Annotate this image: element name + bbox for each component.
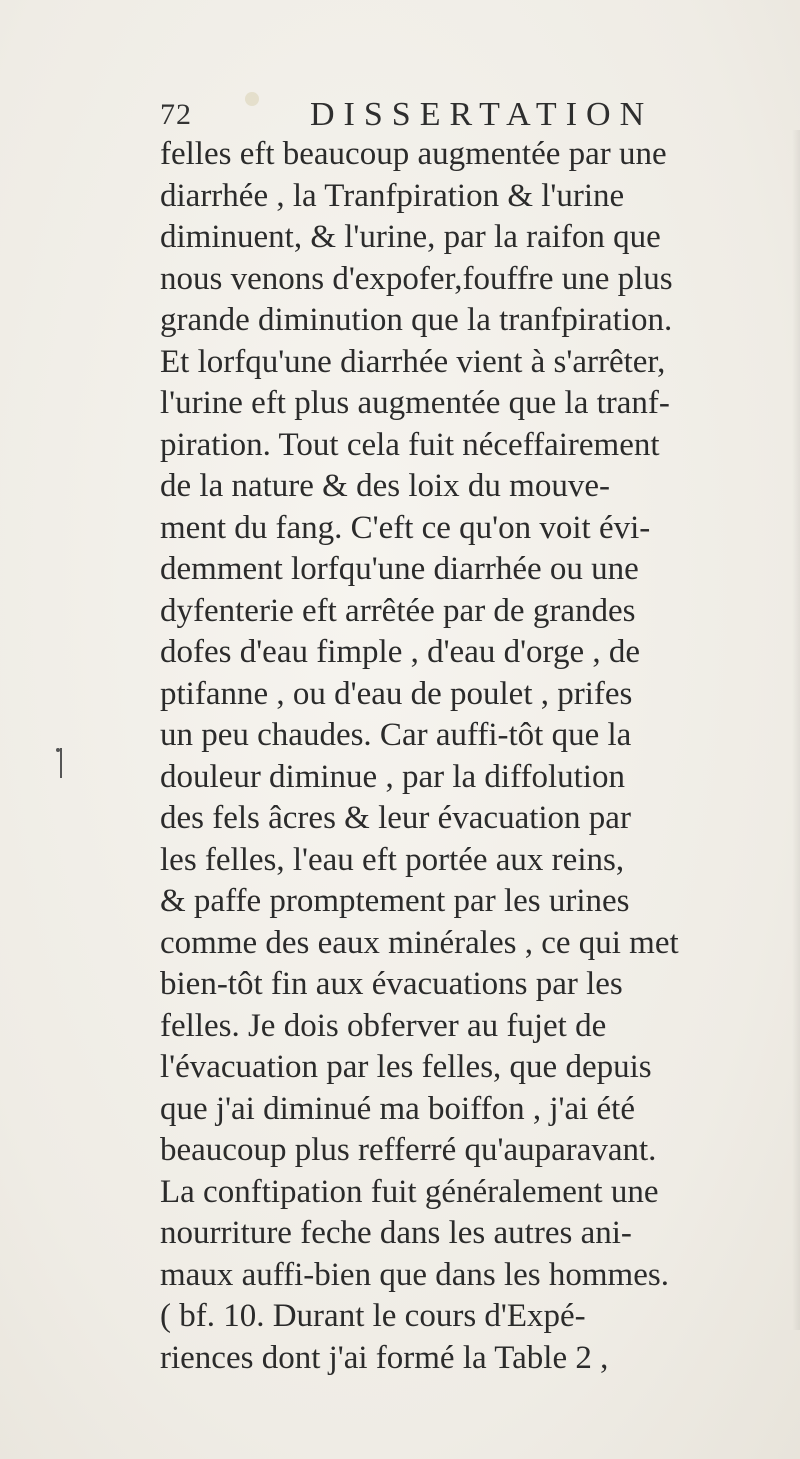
text-line: piration. Tout cela fuit néceffairement: [160, 426, 660, 463]
text-line: ment du fang. C'eft ce qu'on voit évi-: [160, 509, 651, 546]
margin-mark: [60, 748, 66, 778]
text-line: de la nature & des loix du mouve-: [160, 468, 610, 504]
text-line: diarrhée , la Tranfpiration & l'urine: [160, 177, 625, 214]
text-line: bien-tôt fin aux évacuations par les: [160, 966, 623, 1002]
text-line: que j'ai diminué ma boiffon , j'ai été: [160, 1090, 635, 1127]
text-line: felles eft beaucoup augmentée par une: [160, 136, 667, 172]
text-line: La conftipation fuit généralement une: [160, 1173, 659, 1210]
text-line: felles. Je dois obferver au fujet de: [160, 1007, 607, 1044]
text-line: ptifanne , ou d'eau de poulet , prifes: [160, 675, 633, 712]
text-line: diminuent, & l'urine, par la raifon que: [160, 219, 661, 255]
text-line: ( bf. 10. Durant le cours d'Expé-: [160, 1298, 586, 1334]
text-line: dyfenterie eft arrêtée par de grandes: [160, 592, 636, 629]
text-line: comme des eaux minérales , ce qui met: [160, 924, 679, 961]
text-line: maux auffi-bien que dans les hommes.: [160, 1256, 669, 1293]
page-header: [160, 96, 760, 136]
text-line: nourriture feche dans les autres ani-: [160, 1215, 632, 1251]
text-line: l'évacuation par les felles, que depuis: [160, 1049, 652, 1085]
text-line: nous venons d'expofer,fouffre une plus: [160, 260, 673, 297]
page-number: 72: [160, 98, 192, 131]
text-line: Et lorfqu'une diarrhée vient à s'arrêter,: [160, 343, 666, 380]
text-line: des fels âcres & leur évacuation par: [160, 800, 631, 836]
running-title: DISSERTATION: [310, 96, 654, 133]
text-line: un peu chaudes. Car auffi-tôt que la: [160, 717, 632, 753]
text-line: riences dont j'ai formé la Table 2 ,: [160, 1339, 609, 1376]
text-line: les felles, l'eau eft portée aux reins,: [160, 841, 625, 878]
text-line: beaucoup plus refferré qu'auparavant.: [160, 1132, 657, 1168]
text-line: demment lorfqu'une diarrhée ou une: [160, 551, 639, 587]
text-line: l'urine eft plus augmentée que la tranf-: [160, 385, 670, 421]
text-line: grande diminution que la tranfpiration.: [160, 302, 673, 338]
text-line: dofes d'eau fimple , d'eau d'orge , de: [160, 634, 640, 670]
text-line: douleur diminue , par la diffolution: [160, 758, 625, 795]
body-text: [160, 134, 800, 1379]
text-line: & paffe promptement par les urines: [160, 883, 630, 919]
